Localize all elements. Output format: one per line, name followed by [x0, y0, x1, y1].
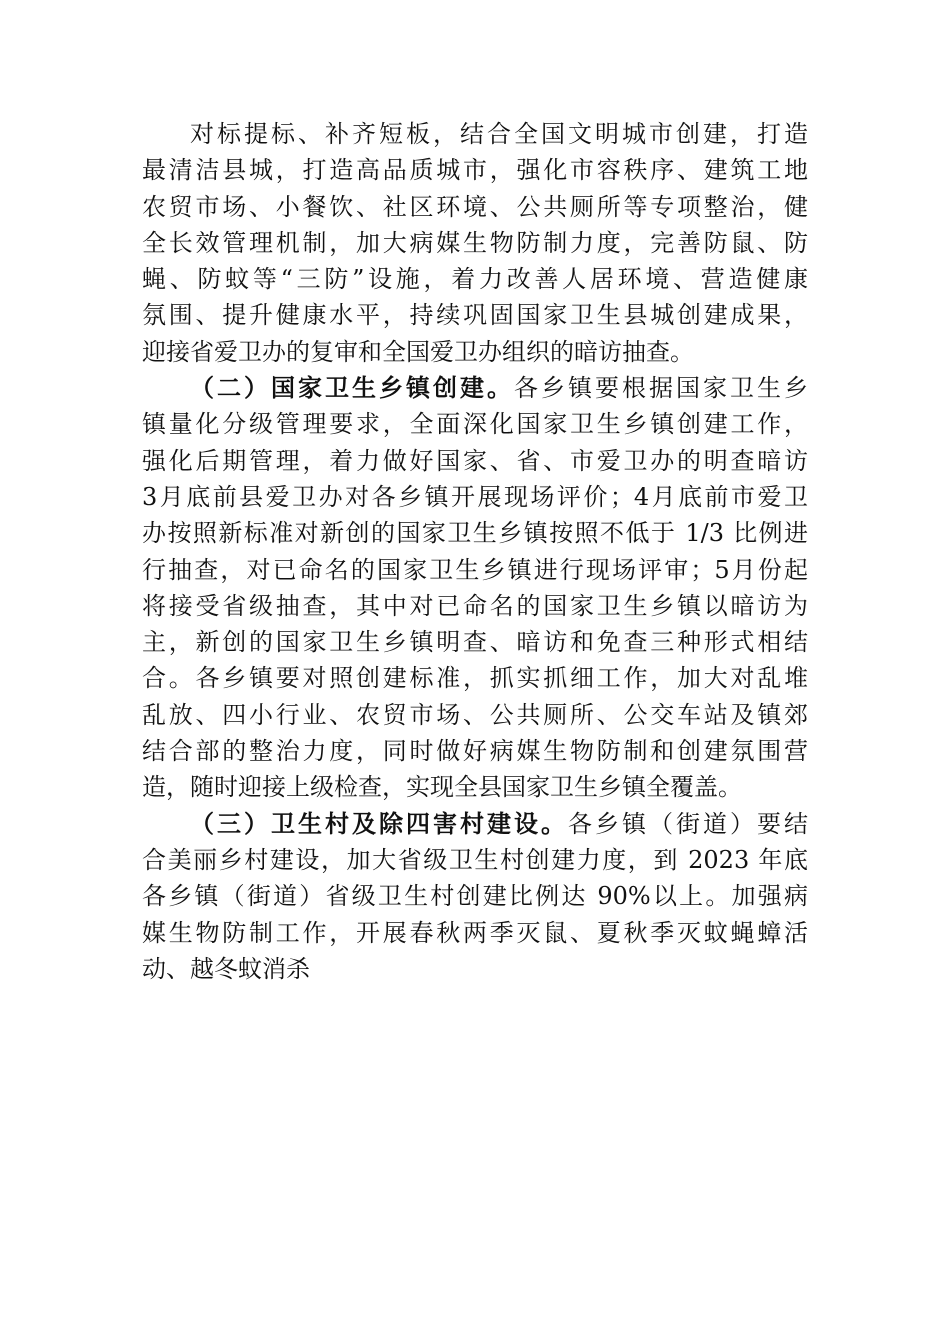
paragraph-2-line-11: 结合部的整治力度，同时做好病媒生物防制和创建氛围营 [142, 737, 808, 766]
paragraph-1-line-7: 迎接省爱卫办的复审和全国爱卫办组织的暗访抽查。 [142, 337, 694, 366]
paragraph-1-line-2: 最清洁县城，打造高品质城市，强化市容秩序、建筑工地 [142, 156, 808, 185]
paragraph-2-line-2: 镇量化分级管理要求，全面深化国家卫生乡镇创建工作， [142, 410, 808, 439]
paragraph-1-line-4: 全长效管理机制，加大病媒生物防制力度，完善防鼠、防 [142, 228, 808, 257]
paragraph-2-line-12: 造，随时迎接上级检查，实现全县国家卫生乡镇全覆盖。 [142, 773, 742, 802]
paragraph-1-line-1: 对标提标、补齐短板，结合全国文明城市创建，打造 [190, 120, 808, 148]
paragraph-3-line-1-text: 各乡镇（街道）要结 [568, 809, 808, 838]
paragraph-1-line-3: 农贸市场、小餐饮、社区环境、公共厕所等专项整治，健 [142, 192, 808, 221]
paragraph-2-line-1 [142, 370, 808, 406]
section-heading-township: （二）国家卫生乡镇创建。 [190, 373, 514, 403]
section-heading-village: （三）卫生村及除四害村建设。 [190, 808, 568, 838]
paragraph-3-line-2: 合美丽乡村建设，加大省级卫生村创建力度，到 2023 年底 [142, 845, 808, 874]
paragraph-2-line-6: 行抽查，对已命名的国家卫生乡镇进行现场评审；5月份起 [142, 555, 808, 584]
paragraph-2-line-1-text: 各乡镇要根据国家卫生乡 [514, 374, 808, 403]
paragraph-3-line-3: 各乡镇（街道）省级卫生村创建比例达 90%以上。加强病 [142, 882, 808, 911]
document-body [142, 116, 808, 987]
paragraph-3-line-5: 动、越冬蚊消杀 [142, 954, 310, 983]
paragraph-2-line-10: 乱放、四小行业、农贸市场、公共厕所、公交车站及镇郊 [142, 700, 808, 729]
paragraph-2-line-4: 3月底前县爱卫办对各乡镇开展现场评价；4月底前市爱卫 [142, 482, 808, 511]
paragraph-3-line-1 [142, 806, 808, 842]
paragraph-2-line-3: 强化后期管理，着力做好国家、省、市爱卫办的明查暗访 [142, 446, 808, 475]
paragraph-2-line-7: 将接受省级抽查，其中对已命名的国家卫生乡镇以暗访为 [142, 591, 808, 620]
paragraph-2-line-9: 合。各乡镇要对照创建标准，抓实抓细工作，加大对乱堆 [142, 664, 808, 693]
paragraph-1-line-6: 氛围、提升健康水平，持续巩固国家卫生县城创建成果， [142, 301, 808, 330]
paragraph-1-line-5: 蝇、防蚊等“三防”设施，着力改善人居环境、营造健康 [142, 265, 808, 294]
paragraph-2-line-5: 办按照新标准对新创的国家卫生乡镇按照不低于 1/3 比例进 [142, 519, 808, 548]
paragraph-2-line-8: 主，新创的国家卫生乡镇明查、暗访和免查三种形式相结 [142, 628, 808, 657]
paragraph-3-line-4: 媒生物防制工作，开展春秋两季灭鼠、夏秋季灭蚊蝇蟑活 [142, 918, 808, 947]
